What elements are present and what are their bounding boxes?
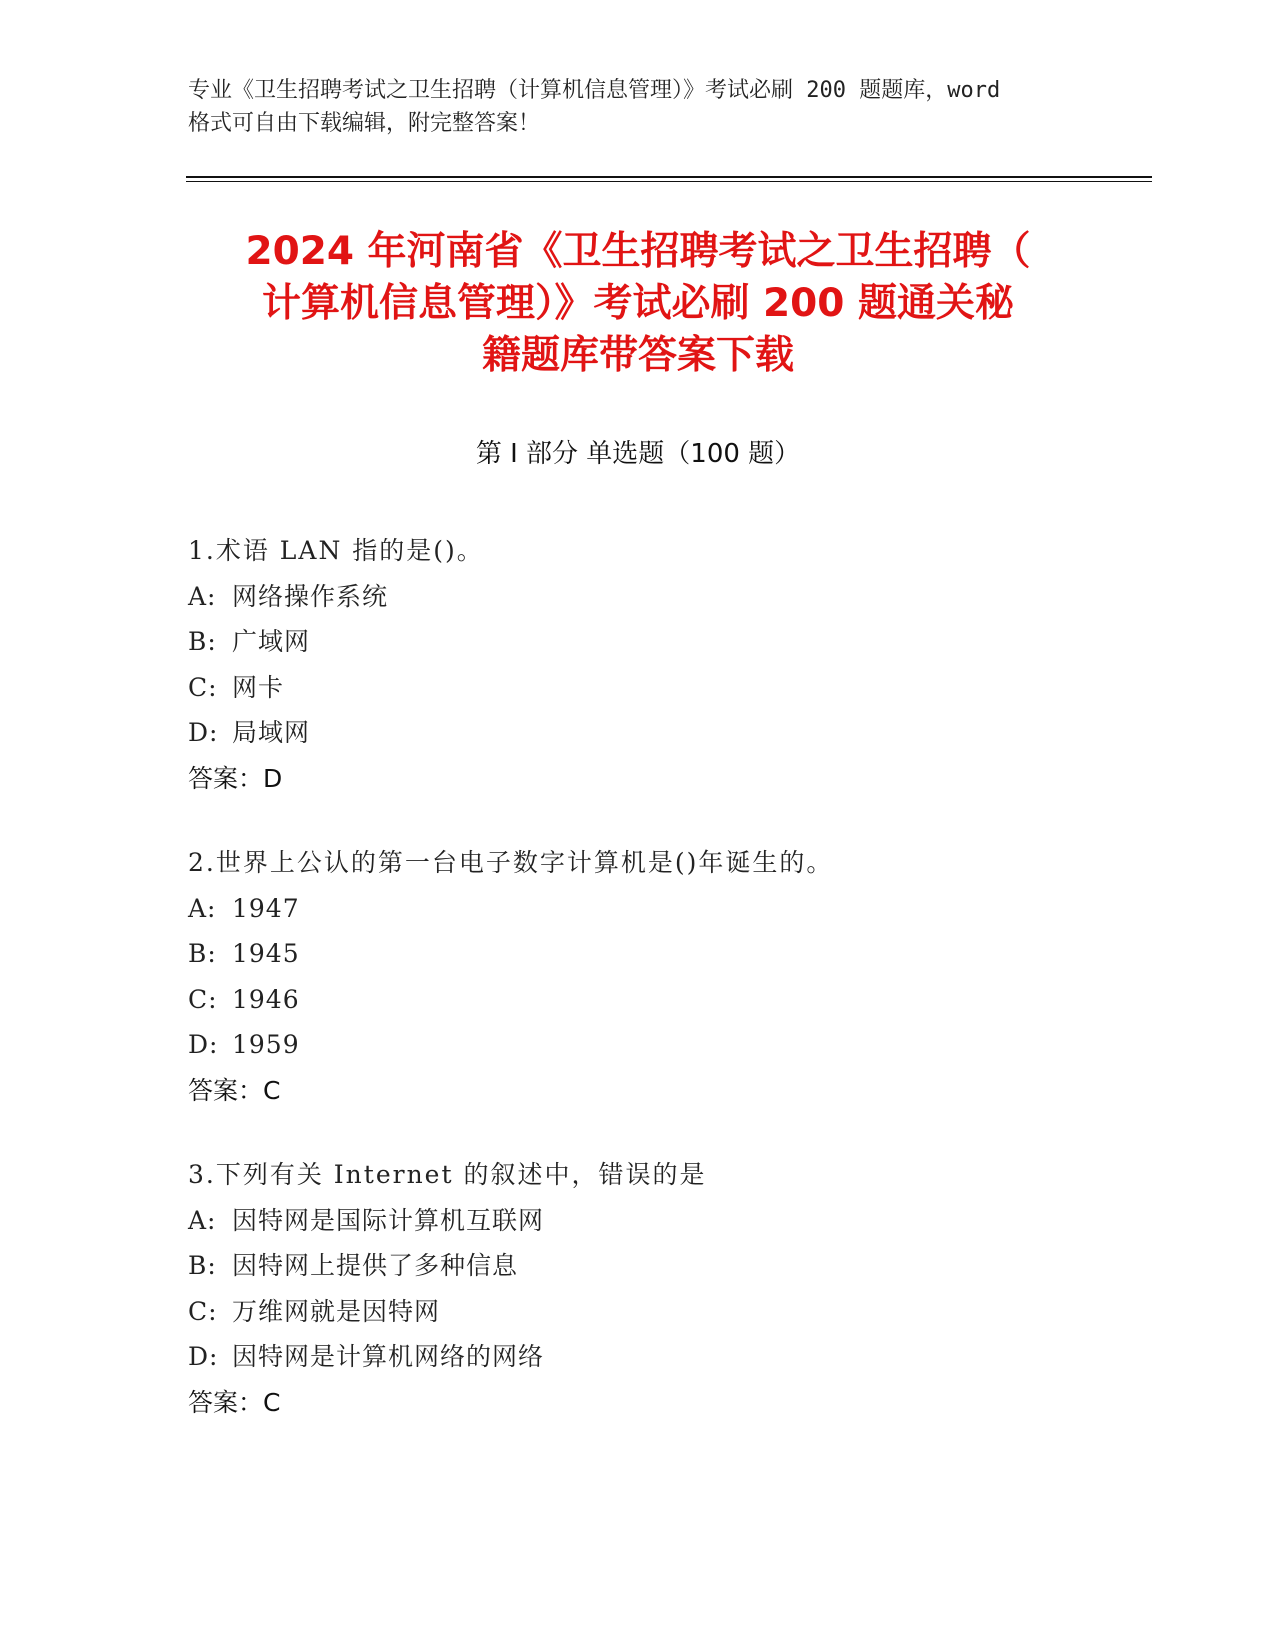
document-title-line-3: 籍题库带答案下载 bbox=[481, 333, 794, 378]
question-1 bbox=[188, 528, 1128, 801]
question-list bbox=[188, 528, 1128, 1464]
document-title-line-1: 2024 年河南省《卫生招聘考试之卫生招聘（ bbox=[245, 229, 1031, 274]
option-text: 局域网 bbox=[232, 718, 311, 747]
option-b bbox=[188, 1243, 1128, 1289]
option-d bbox=[188, 1022, 1128, 1068]
header-rule-thin bbox=[186, 181, 1152, 182]
option-b bbox=[188, 931, 1128, 977]
option-label: C: bbox=[188, 672, 218, 702]
document-title bbox=[188, 226, 1088, 382]
header-note-line-2: 格式可自由下载编辑，附完整答案！ bbox=[188, 111, 541, 136]
option-text: 广域网 bbox=[232, 627, 311, 656]
document-title-line-2: 计算机信息管理）》考试必刷 200 题通关秘 bbox=[261, 281, 1015, 326]
option-label: B: bbox=[188, 939, 217, 968]
option-label: C: bbox=[188, 984, 218, 1014]
option-a bbox=[188, 886, 1128, 932]
option-label: A: bbox=[188, 581, 217, 611]
option-c bbox=[188, 1289, 1128, 1335]
question-stem: 3.下列有关 Internet 的叙述中，错误的是 bbox=[188, 1160, 707, 1189]
option-d bbox=[188, 1334, 1128, 1380]
question-2 bbox=[188, 840, 1128, 1113]
option-label: B: bbox=[188, 627, 217, 656]
option-a bbox=[188, 574, 1128, 620]
option-text: 1945 bbox=[232, 939, 300, 968]
option-a bbox=[188, 1198, 1128, 1244]
option-text: 因特网上提供了多种信息 bbox=[232, 1251, 519, 1280]
option-label: A: bbox=[188, 1205, 217, 1235]
option-label: C: bbox=[188, 1296, 218, 1326]
answer: 答案：D bbox=[188, 763, 283, 793]
option-label: A: bbox=[188, 893, 217, 923]
header-note bbox=[188, 74, 1088, 140]
option-text: 网络操作系统 bbox=[232, 581, 389, 611]
option-text: 万维网就是因特网 bbox=[232, 1296, 441, 1326]
option-text: 1947 bbox=[232, 893, 300, 923]
option-b bbox=[188, 619, 1128, 665]
answer: 答案：C bbox=[188, 1075, 281, 1105]
option-label: D: bbox=[188, 718, 219, 747]
question-3 bbox=[188, 1152, 1128, 1425]
question-stem: 1.术语 LAN 指的是()。 bbox=[188, 536, 484, 565]
option-text: 1946 bbox=[232, 984, 300, 1014]
option-text: 因特网是国际计算机互联网 bbox=[232, 1205, 545, 1235]
option-c bbox=[188, 665, 1128, 711]
option-text: 因特网是计算机网络的网络 bbox=[232, 1342, 545, 1371]
header-note-line-1: 专业《卫生招聘考试之卫生招聘（计算机信息管理）》考试必刷 200 题题库，word bbox=[188, 78, 1001, 103]
option-label: B: bbox=[188, 1251, 217, 1280]
option-text: 网卡 bbox=[232, 672, 285, 702]
section-heading: 第 I 部分 单选题（100 题） bbox=[475, 439, 801, 469]
question-stem: 2.世界上公认的第一台电子数字计算机是()年诞生的。 bbox=[188, 848, 834, 877]
option-c bbox=[188, 977, 1128, 1023]
option-label: D: bbox=[188, 1030, 219, 1059]
answer: 答案：C bbox=[188, 1387, 281, 1417]
header-rule-thick bbox=[186, 176, 1152, 178]
option-label: D: bbox=[188, 1342, 219, 1371]
option-d bbox=[188, 710, 1128, 756]
option-text: 1959 bbox=[232, 1030, 300, 1059]
